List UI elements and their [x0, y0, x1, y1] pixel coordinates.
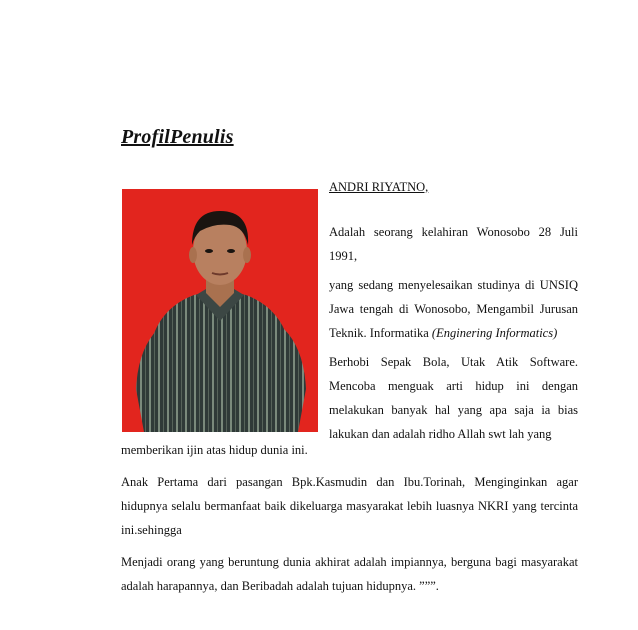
- hobby-paragraph-tail: memberikan ijin atas hidup dunia ini.: [121, 443, 308, 457]
- study-text: yang sedang menyelesaikan studinya di UNSIQ Jawa tengah di Wonosobo, Mengambil Jurusan Teknik. Informatika: [329, 278, 578, 340]
- study-paragraph: [329, 273, 578, 345]
- hobby-paragraph: Berhobi Sepak Bola, Utak Atik Software. Mencoba menguak arti hidup ini dengan melakukan banyak hal yang apa saja ia bias lakukan dan adalah ridho Allah swt lah yang: [329, 355, 578, 441]
- author-photo: [122, 189, 318, 432]
- author-portrait-image: [122, 189, 318, 432]
- author-name: ANDRI RIYATNO,: [329, 180, 429, 194]
- study-major-italic: (Enginering Informatics): [431, 326, 558, 340]
- family-paragraph: Anak Pertama dari pasangan Bpk.Kasmudin dan Ibu.Torinah, Menginginkan agar hidupnya selalu bermanfaat baik dikeluarga masyarakat lebih luasnya NKRI yang tercinta ini.sehingga: [121, 475, 578, 537]
- page-title: ProfilPenulis: [121, 126, 234, 148]
- aspiration-paragraph: Menjadi orang yang beruntung dunia akhirat adalah impiannya, berguna bagi masyarakat adalah harapannya, dan Beribadah adalah tujuan hidupnya. ”””.: [121, 555, 578, 593]
- birth-paragraph: Adalah seorang kelahiran Wonosobo 28 Juli 1991,: [329, 225, 578, 263]
